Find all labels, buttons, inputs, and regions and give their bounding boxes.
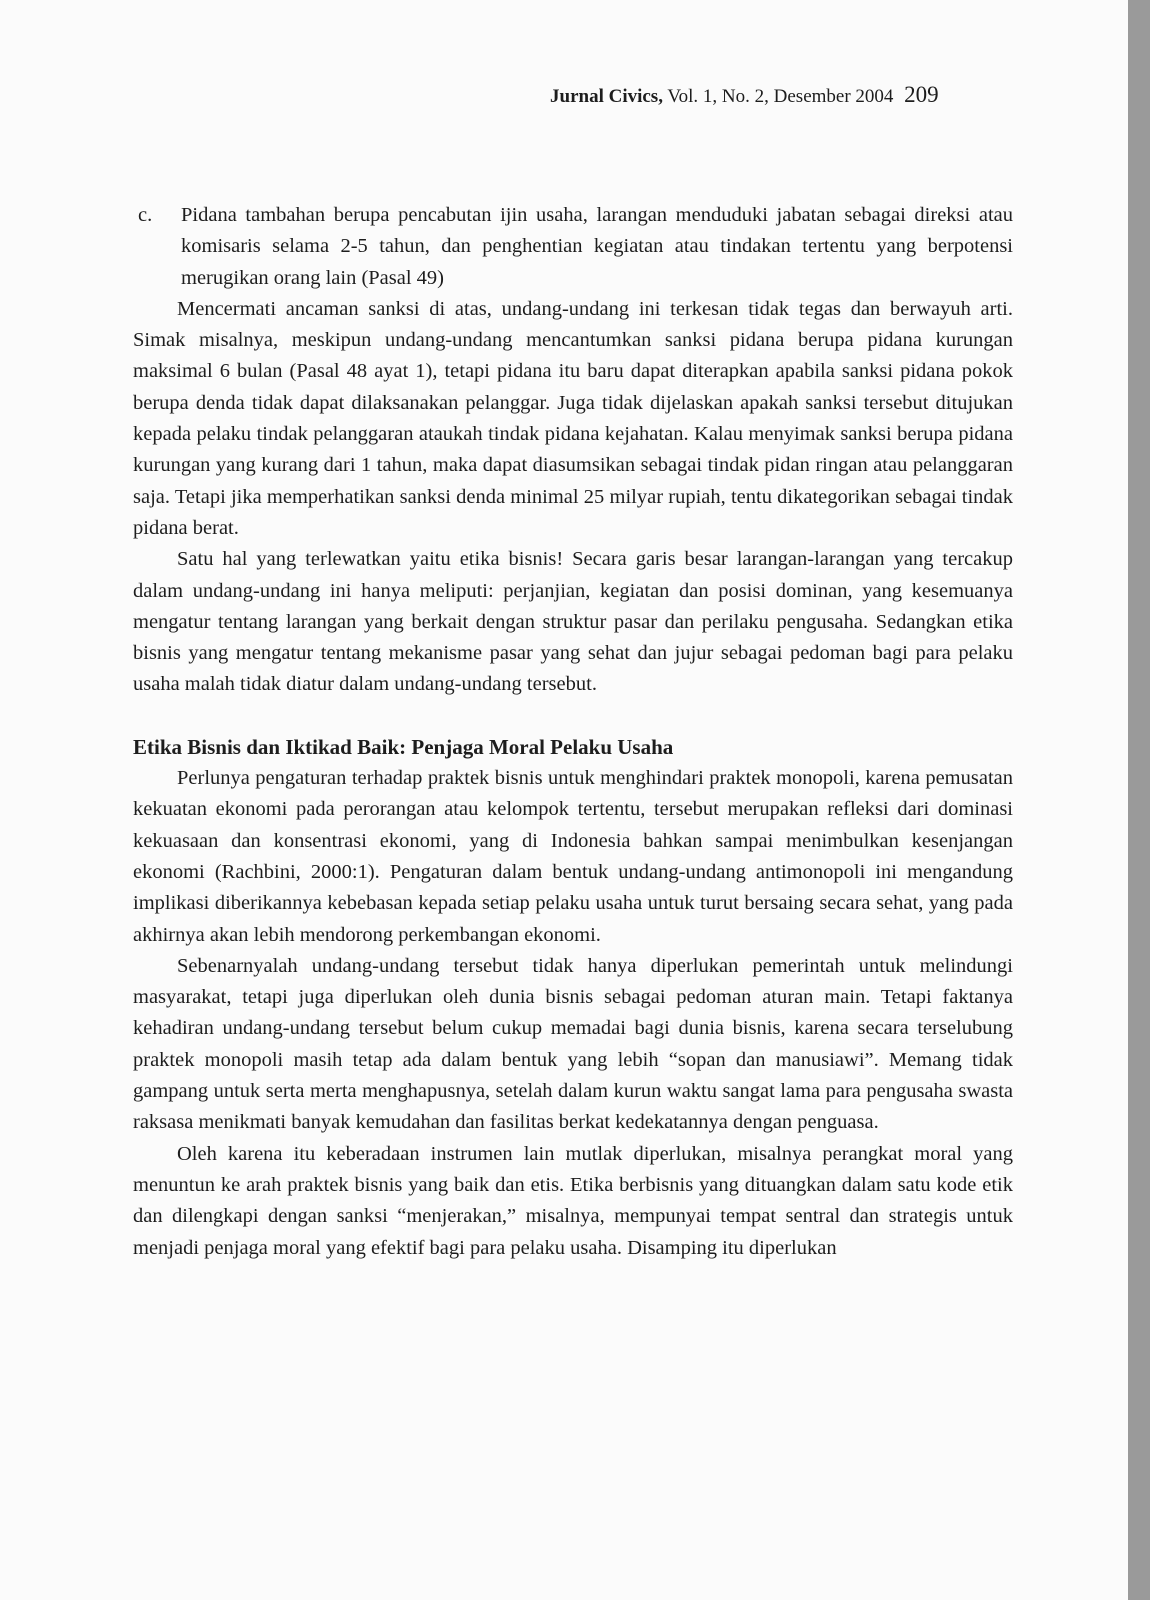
list-marker: c. (138, 204, 153, 226)
scan-edge (1128, 0, 1150, 1600)
paragraph-government-role: Sebenarnyalah undang-undang tersebut tidak hanya diperlukan pemerintah untuk melindungi masyarakat, tetapi juga diperlukan oleh dunia bisnis sebagai pedoman aturan main. Tetapi faktanya kehadiran undang-undang tersebut belum cukup memadai bagi dunia bisnis, karena secara terselubung praktek monopoli masih tetap ada dalam bentuk yang lebih “sopan dan manusiawi”. Memang tidak gampang untuk serta merta menghapusnya, setelah dalam kurun waktu sangat lama para pengusaha swasta raksasa menikmati banyak kemudahan dan fasilitas berkat kedekatannya dengan penguasa. (133, 954, 1013, 1134)
page-number: 209 (904, 82, 939, 107)
section-heading: Etika Bisnis dan Iktikad Baik: Penjaga Moral Pelaku Usaha (133, 734, 674, 759)
paragraph-moral-instrument: Oleh karena itu keberadaan instrumen lain mutlak diperlukan, misalnya perangkat moral yang menuntun ke arah praktek bisnis yang baik dan etis. Etika berbisnis yang dituangkan dalam satu kode etik dan dilengkapi dengan sanksi “menjerakan,” misalnya, mempunyai tempat sentral dan strategis untuk menjadi penjaga moral yang efektif bagi para pelaku usaha. Disamping itu diperlukan (133, 1142, 1013, 1259)
paragraph-sanction-analysis: Mencermati ancaman sanksi di atas, undang-undang ini terkesan tidak tegas dan berwayuh arti. Simak misalnya, meskipun undang-undang mencantumkan sanksi pidana berupa pidana kurungan maksimal 6 bulan (Pasal 48 ayat 1), tetapi pidana itu baru dapat diterapkan apabila sanksi pidana pokok berupa denda tidak dapat dilaksanakan pelanggar. Juga tidak dijelaskan apakah sanksi tersebut ditujukan kepada pelaku tindak pelanggaran ataukah tindak pidana kejahatan. Kalau menyimak sanksi berupa pidana kurungan yang kurang dari 1 tahun, maka dapat diasumsikan sebagai tindak pidan ringan atau pelanggaran saja. Tetapi jika memperhatikan sanksi denda minimal 25 milyar rupiah, tentu dikategorikan sebagai tindak pidana berat. (133, 297, 1013, 539)
paragraph-regulation: Perlunya pengaturan terhadap praktek bisnis untuk menghindari praktek monopoli, karena pemusatan kekuatan ekonomi pada perorangan atau kelompok tertentu, tersebut merupakan refleksi dari dominasi kekuasaan dan konsentrasi ekonomi, yang di Indonesia bahkan sampai menimbulkan kesenjangan ekonomi (Rachbini, 2000:1). Pengaturan dalam bentuk undang-undang antimonopoli ini mengandung implikasi diberikannya kebebasan kepada setiap pelaku usaha untuk turut bersaing secara sehat, yang pada akhirnya akan lebih mendorong perkembangan ekonomi. (133, 767, 1013, 946)
article-body (133, 200, 1013, 1264)
list-item-c (133, 200, 1013, 294)
running-header (550, 82, 1010, 108)
journal-issue: Vol. 1, No. 2, Desember 2004 (667, 86, 894, 107)
journal-title: Jurnal Civics, (550, 86, 663, 107)
list-item-text: Pidana tambahan berupa pencabutan ijin usaha, larangan menduduki jabatan sebagai direksi atau komisaris selama 2-5 tahun, dan penghentian kegiatan atau tindakan tertentu yang berpotensi merugikan orang lain (Pasal 49) (181, 204, 1013, 289)
paragraph-business-ethics: Satu hal yang terlewatkan yaitu etika bisnis! Secara garis besar larangan-larangan yang tercakup dalam undang-undang ini hanya meliputi: perjanjian, kegiatan dan posisi dominan, yang kesemuanya mengatur tentang larangan yang berkait dengan struktur pasar dan perilaku pengusaha. Sedangkan etika bisnis yang mengatur tentang mekanisme pasar yang sehat dan jujur sebagai pedoman bagi para pelaku usaha malah tidak diatur dalam undang-undang tersebut. (133, 548, 1013, 696)
